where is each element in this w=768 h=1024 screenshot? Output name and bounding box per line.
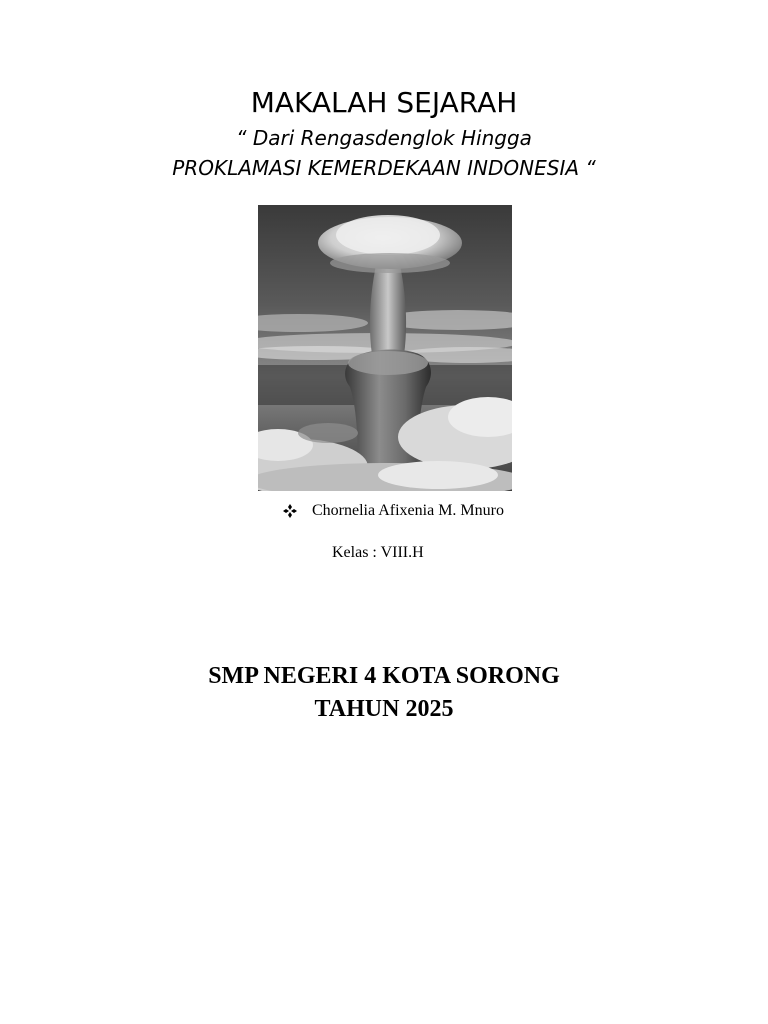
- year-line: TAHUN 2025: [314, 696, 454, 722]
- subtitle-line-1: “ Dari Rengasdenglok Hingga: [236, 126, 532, 150]
- diamond-bullet-icon: [282, 503, 298, 519]
- author-list-item: [282, 500, 504, 522]
- author-name: Chornelia Afixenia M. Mnuro: [312, 502, 504, 519]
- mushroom-cloud-photo: [258, 205, 512, 491]
- subtitle-line-2: PROKLAMASI KEMERDEKAAN INDONESIA “: [172, 156, 596, 180]
- class-label: Kelas : VIII.H: [332, 544, 424, 561]
- document-title: MAKALAH SEJARAH: [250, 86, 518, 119]
- school-name: SMP NEGERI 4 KOTA SORONG: [208, 663, 560, 689]
